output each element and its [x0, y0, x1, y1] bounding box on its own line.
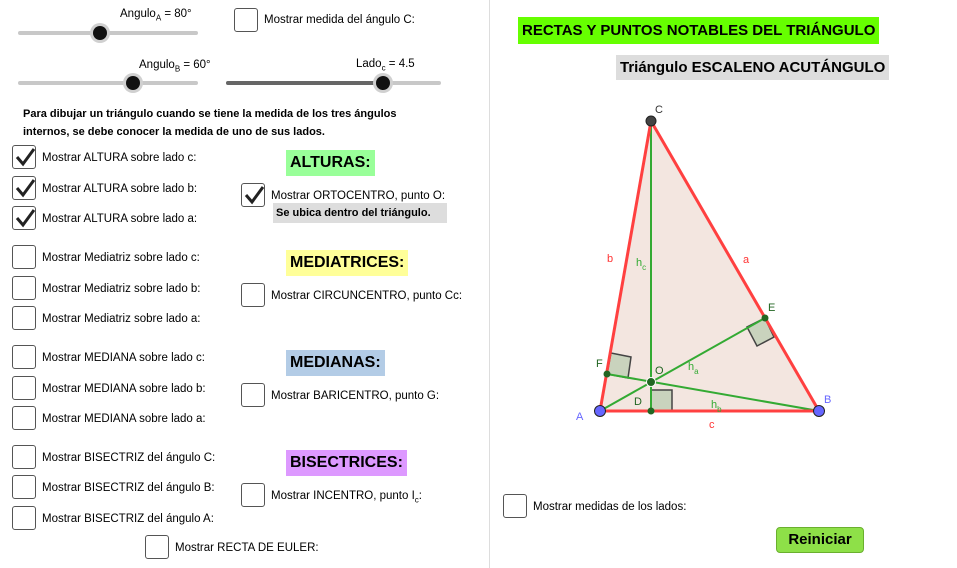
label-side-a: a — [743, 254, 750, 266]
vertex-a[interactable] — [595, 406, 606, 417]
checkbox-recta-euler-label: Mostrar RECTA DE EULER: — [175, 542, 319, 554]
checkbox-medidas-lados[interactable] — [503, 494, 527, 518]
label-height-ha: $h_a$ — [688, 361, 699, 376]
vertex-c[interactable] — [646, 116, 656, 126]
label-side-c: c — [709, 419, 715, 431]
checkbox-mediatriz-a-label: Mostrar Mediatriz sobre lado a: — [42, 313, 201, 325]
checkbox-mediatriz-c-label: Mostrar Mediatriz sobre lado c: — [42, 252, 200, 264]
label-point-o: O — [655, 365, 664, 377]
label-point-e: E — [768, 302, 776, 314]
checkbox-altura-b-label: Mostrar ALTURA sobre lado b: — [42, 183, 198, 195]
checkbox-bisectriz-c-label: Mostrar BISECTRIZ del ángulo C: — [42, 452, 216, 464]
checkbox-altura-c-label: Mostrar ALTURA sobre lado c: — [42, 152, 197, 164]
checkbox-ortocentro-label: Mostrar ORTOCENTRO, punto O: — [271, 190, 446, 202]
label-point-d: D — [634, 396, 642, 408]
checkbox-circuncentro-label: Mostrar CIRCUNCENTRO, punto Cc: — [271, 290, 463, 302]
label-vertex-c: C — [655, 104, 663, 116]
checkbox-medidas-lados-label: Mostrar medidas de los lados: — [533, 501, 687, 513]
section-title-bisectrices: BISECTRICES: — [286, 450, 407, 476]
checkbox-incentro-label: Mostrar INCENTRO, punto $I_c$: — [271, 490, 422, 505]
vertex-b[interactable] — [814, 406, 825, 417]
checkbox-mediatriz-b-label: Mostrar Mediatriz sobre lado b: — [42, 283, 201, 295]
section-title-mediatrices: MEDIATRICES: — [286, 250, 408, 276]
checkbox-mediana-b-label: Mostrar MEDIANA sobre lado b: — [42, 383, 206, 395]
intro-line-1: Para dibujar un triángulo cuando se tiene la medida de los tres ángulos — [23, 108, 397, 120]
triangle-shape — [600, 121, 819, 411]
main-title: RECTAS Y PUNTOS NOTABLES DEL TRIÁNGULO — [518, 17, 879, 44]
checkbox-bisectriz-b-label: Mostrar BISECTRIZ del ángulo B: — [42, 482, 215, 494]
checkbox-baricentro-label: Mostrar BARICENTRO, punto G: — [271, 390, 440, 402]
slider-lado-c-label: Lado$_c$ = 4.5 — [356, 58, 415, 73]
checkbox-medida-angulo-c-label: Mostrar medida del ángulo C: — [264, 14, 415, 26]
triangle-type-label: Triángulo ESCALENO ACUTÁNGULO — [616, 55, 889, 80]
point-f[interactable] — [604, 371, 611, 378]
point-o-orthocenter[interactable] — [647, 378, 656, 387]
checkbox-mediana-c-label: Mostrar MEDIANA sobre lado c: — [42, 352, 205, 364]
label-height-hc: $h_c$ — [636, 257, 647, 272]
section-title-alturas: ALTURAS: — [286, 150, 375, 176]
label-vertex-b: B — [824, 394, 832, 406]
label-height-hb: $h_b$ — [711, 399, 722, 414]
intro-line-2: internos, se debe conocer la medida de uno de sus lados. — [23, 126, 325, 138]
ortocentro-note: Se ubica dentro del triángulo. — [273, 203, 447, 223]
label-point-f: F — [596, 358, 603, 370]
label-side-b: b — [607, 253, 614, 265]
slider-angulo-b-label: Angulo$_B$ = 60° — [139, 59, 211, 74]
right-angle-marker-d — [651, 390, 672, 411]
reset-button[interactable]: Reiniciar — [776, 527, 864, 553]
checkbox-altura-a-label: Mostrar ALTURA sobre lado a: — [42, 213, 198, 225]
point-e[interactable] — [762, 315, 769, 322]
slider-angulo-a-label: Angulo$_A$ = 80° — [120, 8, 192, 23]
checkbox-bisectriz-a-label: Mostrar BISECTRIZ del ángulo A: — [42, 513, 214, 525]
point-d[interactable] — [648, 408, 655, 415]
section-title-medianas: MEDIANAS: — [286, 350, 385, 376]
label-vertex-a: A — [576, 411, 584, 423]
checkbox-mediana-a-label: Mostrar MEDIANA sobre lado a: — [42, 413, 206, 425]
